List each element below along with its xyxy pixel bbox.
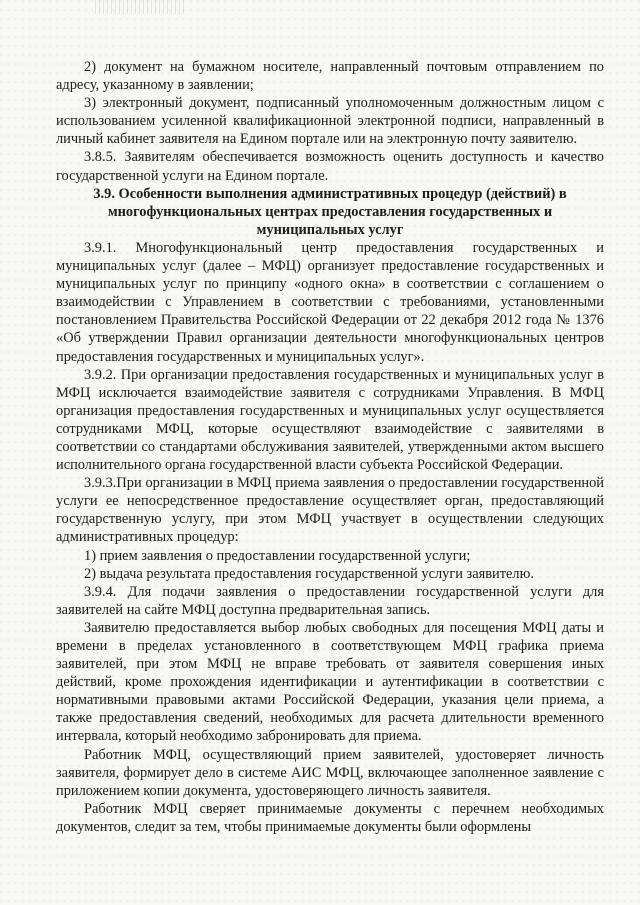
- paragraph-delivery-paper: 2) документ на бумажном носителе, направленный почтовым отправлением по адресу, указанному в заявлении;: [56, 59, 604, 94]
- scan-artifact: [95, 0, 185, 14]
- paragraph-3-8-5: 3.8.5. Заявителям обеспечивается возможность оценить доступность и качество государственной услуги на Едином портале.: [56, 149, 604, 184]
- paragraph-3-9-4: 3.9.4. Для подачи заявления о предоставлении государственной услуги для заявителей на сайте МФЦ доступна предварительная запись.: [56, 583, 604, 618]
- list-item-1: 1) прием заявления о предоставлении государственной услуги;: [84, 547, 471, 564]
- paragraph-delivery-electronic: 3) электронный документ, подписанный уполномоченным должностным лицом с использованием усиленной квалификационной электронной подписи, направленный в личный кабинет заявителя на Едином портале или на электронную почту заявителю.: [56, 95, 604, 148]
- paragraph-mfc-worker-documents: Работник МФЦ сверяет принимаемые документы с перечнем необходимых документов, следит за тем, чтобы принимаемые документы были оформлены: [56, 800, 604, 835]
- section-heading-3-9: 3.9. Особенности выполнения административных процедур (действий) в многофункциональных центрах предоставления государственных и муниципальных услуг: [93, 185, 567, 238]
- paragraph-mfc-worker-identity: Работник МФЦ, осуществляющий прием заявителей, удостоверяет личность заявителя, формирует дело в системе АИС МФЦ, включающее заполненное заявление с приложением копии документа, удостоверяющего личность заявителя.: [56, 746, 604, 799]
- list-item-2: 2) выдача результата предоставления государственной услуги заявителю.: [84, 565, 534, 582]
- paragraph-3-9-2: 3.9.2. При организации предоставления государственных и муниципальных услуг в МФЦ исключается взаимодействие заявителя с сотрудниками Управления. В МФЦ организация предоставления государственных и муниципальных услуг осуществляется сотрудниками МФЦ, которые осуществляют взаимодействие с заявителями в соответствии со стандартами обслуживания заявителей, утвержденными актом высшего исполнительного органа государственной власти субъекта Российской Федерации.: [56, 366, 604, 474]
- paragraph-3-9-3: 3.9.3.При организации в МФЦ приема заявления о предоставлении государственной услуги ее непосредственное предоставление осуществляет орган, предоставляющий государственную услугу, при этом МФЦ участвует в осуществлении следующих административных процедур:: [56, 475, 604, 546]
- paragraph-3-9-1: 3.9.1. Многофункциональный центр предоставления государственных и муниципальных услуг (далее – МФЦ) организует предоставление государственных и муниципальных услуг по принципу «одного окна» в соответствии с соглашением о взаимодействии с Управлением в соответствии с требованиями, установленными постановлением Правительства Российской Федерации от 22 декабря 2012 года № 1376 «Об утверждении Правил организации деятельности многофункциональных центров предоставления государственных и муниципальных услуг».: [56, 239, 604, 365]
- paragraph-applicant-choice: Заявителю предоставляется выбор любых свободных для посещения МФЦ даты и времени в пределах установленного в соответствующем МФЦ графика приема заявителей, при этом МФЦ не вправе требовать от заявителя совершения иных действий, кроме прохождения идентификации и аутентификации в соответствии с нормативными правовыми актами Российской Федерации, указания цели приема, а также предоставления сведений, необходимых для расчета длительности временного интервала, который необходимо забронировать для приема.: [56, 619, 604, 745]
